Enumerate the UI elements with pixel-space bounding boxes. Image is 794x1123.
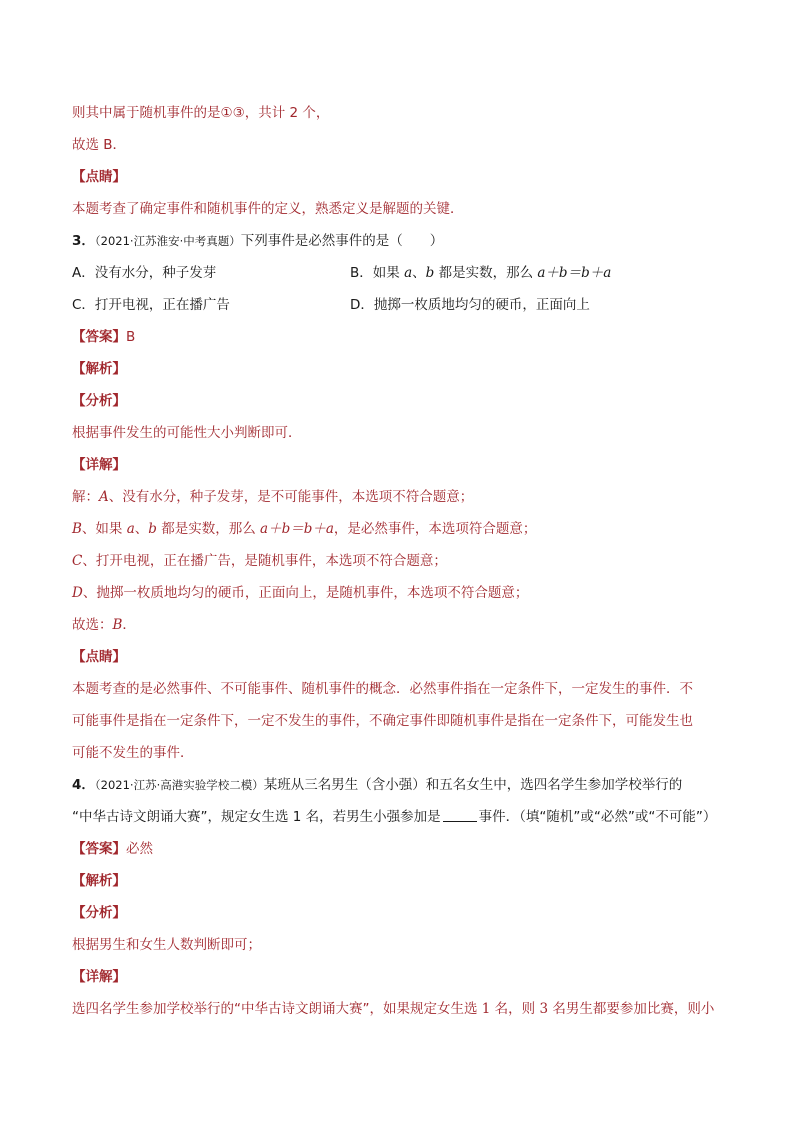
question-text: 某班从三名男生（含小强）和五名女生中，选四名学生参加学校举行的 — [263, 777, 683, 793]
math-var: a — [404, 265, 413, 281]
detail-line — [72, 519, 536, 539]
question-4-stem — [72, 775, 682, 795]
text: 则其中属于随机事件的是 — [72, 105, 221, 121]
answer-value: B — [126, 329, 136, 345]
math-var: A — [99, 489, 109, 505]
text: 、打开电视，正在播广告，是随机事件，本选项不符合题意； — [82, 553, 447, 569]
detail-line — [72, 551, 447, 571]
answer-line — [72, 839, 153, 859]
fill-blank — [443, 807, 477, 822]
number: 3 — [539, 1001, 549, 1017]
option-c: C．打开电视，正在播广告 — [72, 297, 230, 313]
text: 故选： — [72, 617, 113, 633]
section-label-fenxi: 【分析】 — [72, 393, 126, 409]
text: 都是实数，那么 — [156, 521, 261, 537]
text: ，共计 2 个， — [244, 105, 330, 121]
detail-line — [72, 487, 473, 507]
section-label-xiangjie: 【详解】 — [72, 969, 126, 985]
text: 、抛掷一枚质地均匀的硬币，正面向上，是随机事件，本选项不符合题意； — [82, 585, 529, 601]
math-var: B — [72, 521, 82, 537]
option-a: A．没有水分，种子发芽 — [72, 265, 217, 281]
question-3-stem — [72, 231, 443, 251]
option-b — [350, 263, 611, 283]
detail-line — [72, 583, 528, 603]
text: 解： — [72, 489, 99, 505]
math-equation: a＋b＝b＋a — [260, 521, 334, 537]
section-label-jiexi: 【解析】 — [72, 873, 126, 889]
text-line: 本题考查的是必然事件、不可能事件、随机事件的概念．必然事件指在一定条件下，一定发生的事件．不 — [72, 681, 693, 697]
math-var: D — [72, 585, 83, 601]
number: 1 — [481, 1001, 491, 1017]
text: B．如果 — [350, 265, 405, 281]
question-number: 4． — [72, 777, 95, 793]
math-var: b — [148, 521, 157, 537]
detail-line — [72, 999, 714, 1019]
question-number: 3． — [72, 233, 95, 249]
math-var: C — [72, 553, 83, 569]
circled-numbers: ①③ — [220, 105, 245, 121]
question-4-stem-cont — [72, 807, 716, 827]
detail-line — [72, 615, 136, 635]
answer-value: 必然 — [126, 841, 153, 857]
question-source: （2021·江苏淮安·中考真题） — [94, 234, 241, 248]
text-line — [72, 103, 329, 123]
text: 、如果 — [81, 521, 127, 537]
question-text: 事件．（填“随机”或“必然”或“不可能”） — [478, 809, 717, 825]
text: 选四名学生参加学校举行的“中华古诗文朗诵大赛”，如果规定女生选 — [72, 1001, 482, 1017]
math-var: a — [126, 521, 135, 537]
text-line: 可能事件是指在一定条件下，一定不发生的事件，不确定事件即随机事件是指在一定条件下，可能发生也 — [72, 713, 693, 729]
section-label-jiexi: 【解析】 — [72, 361, 126, 377]
text: 名男生都要参加比赛，则小 — [548, 1001, 715, 1017]
text-line: 根据事件发生的可能性大小判断即可． — [72, 425, 302, 441]
section-label-answer: 【答案】 — [72, 841, 126, 857]
option-d: D．抛掷一枚质地均匀的硬币，正面向上 — [350, 297, 590, 313]
text: 、 — [412, 265, 426, 281]
question-text: 下列事件是必然事件的是（ ） — [240, 233, 444, 249]
math-var: B — [112, 617, 123, 633]
section-label-fenxi: 【分析】 — [72, 905, 126, 921]
text-line: 本题考查了确定事件和随机事件的定义，熟悉定义是解题的关键． — [72, 201, 464, 217]
text-line: 根据男生和女生人数判断即可； — [72, 937, 261, 953]
text: ． — [122, 617, 136, 633]
text-line: 故选 B． — [72, 137, 127, 153]
math-equation: a＋b＝b＋a — [537, 265, 612, 281]
question-text: “中华古诗文朗诵大赛”，规定女生选 1 名，若男生小强参加是 — [72, 809, 441, 825]
answer-line — [72, 327, 135, 347]
text: 、没有水分，种子发芽，是不可能事件，本选项不符合题意； — [108, 489, 474, 505]
section-label-dianjing: 【点睛】 — [72, 649, 126, 665]
text-line: 可能不发生的事件． — [72, 745, 194, 761]
section-label-dianjing: 【点睛】 — [72, 169, 126, 185]
text: 、 — [134, 521, 149, 537]
section-label-xiangjie: 【详解】 — [72, 457, 126, 473]
math-var: b — [425, 265, 435, 281]
text: ，是必然事件，本选项符合题意； — [333, 521, 537, 537]
section-label-answer: 【答案】 — [72, 329, 126, 345]
text: 都是实数，那么 — [434, 265, 538, 281]
question-source: （2021·江苏·高港实验学校二模） — [94, 778, 264, 792]
text: 名，则 — [490, 1001, 540, 1017]
